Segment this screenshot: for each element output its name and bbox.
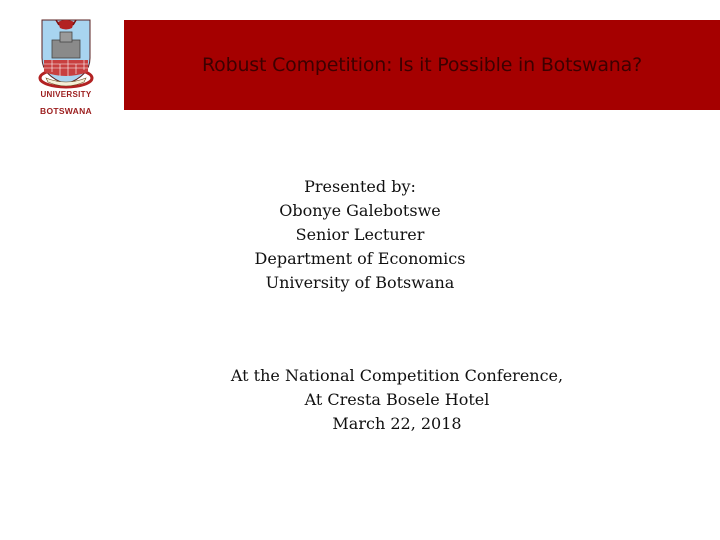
logo-text-botswana: BOTSWANA bbox=[40, 106, 92, 116]
event-conference: At the National Competition Conference, bbox=[230, 366, 564, 385]
event-date: March 22, 2018 bbox=[332, 414, 462, 433]
title-banner bbox=[124, 20, 720, 110]
presenter-institution: University of Botswana bbox=[265, 273, 455, 292]
presenter-department: Department of Economics bbox=[254, 249, 466, 268]
presented-by-label: Presented by: bbox=[304, 177, 416, 196]
event-venue: At Cresta Bosele Hotel bbox=[304, 390, 490, 409]
university-logo bbox=[28, 14, 104, 118]
presenter-info bbox=[200, 175, 520, 295]
event-info bbox=[160, 364, 634, 436]
presenter-role: Senior Lecturer bbox=[295, 225, 425, 244]
logo-text-university: UNIVERSITY bbox=[40, 90, 92, 99]
university-crest-icon bbox=[28, 14, 104, 92]
presenter-name: Obonye Galebotswe bbox=[279, 201, 441, 220]
slide-title: Robust Competition: Is it Possible in Botswana? bbox=[202, 54, 642, 76]
